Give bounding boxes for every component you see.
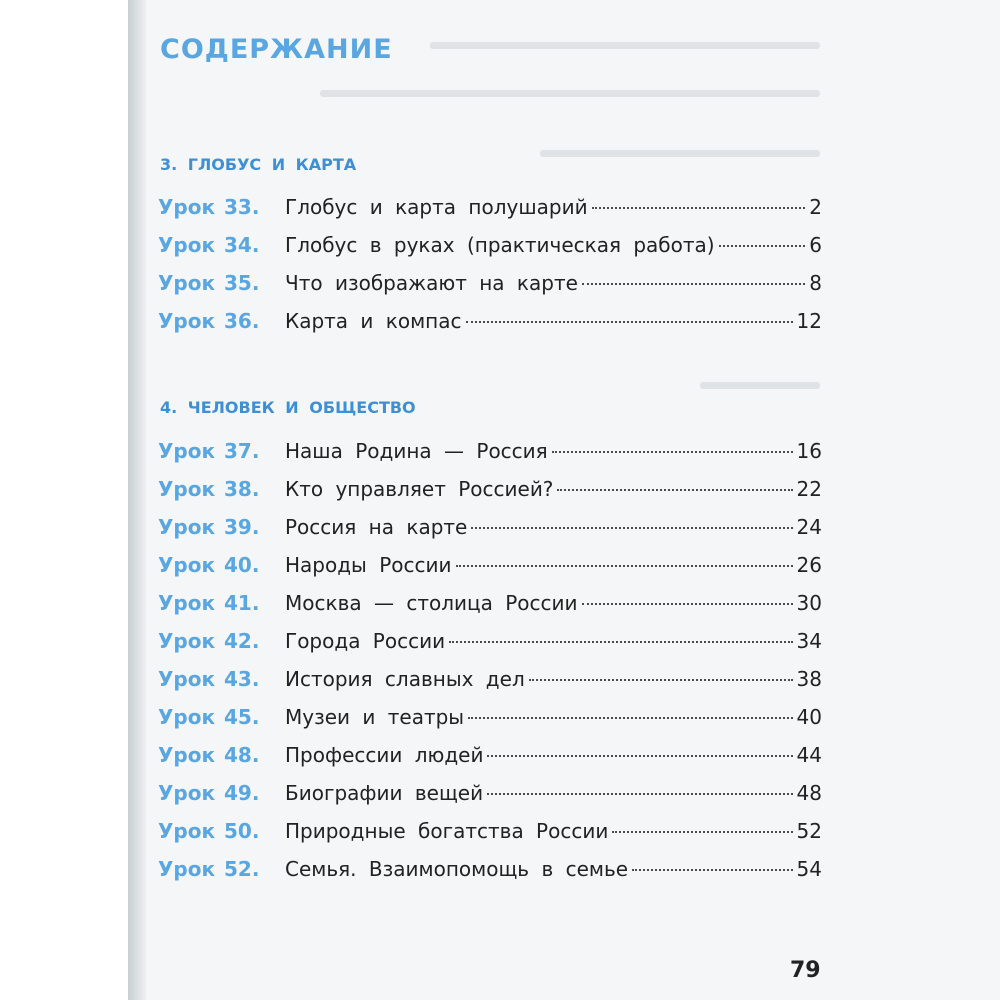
lesson-number: Урок 34. bbox=[158, 233, 260, 257]
toc-entry[interactable] bbox=[158, 743, 822, 773]
lesson-title: Города России bbox=[285, 629, 446, 653]
dot-leader bbox=[529, 679, 793, 681]
lesson-number: Урок 50. bbox=[158, 819, 260, 843]
lesson-title: Наша Родина — Россия bbox=[285, 439, 548, 463]
lesson-title: Природные богатства России bbox=[285, 819, 609, 843]
toc-entry[interactable] bbox=[158, 781, 822, 811]
lesson-number: Урок 52. bbox=[158, 857, 260, 881]
toc-entry[interactable] bbox=[158, 629, 822, 659]
page-reference: 8 bbox=[809, 271, 822, 295]
dot-leader bbox=[612, 831, 792, 833]
page-reference: 24 bbox=[796, 515, 822, 539]
page-reference: 38 bbox=[796, 667, 822, 691]
page-reference: 52 bbox=[796, 819, 822, 843]
lesson-title: Кто управляет Россией? bbox=[285, 477, 554, 501]
lesson-title: Глобус и карта полушарий bbox=[285, 195, 588, 219]
page-reference: 2 bbox=[809, 195, 822, 219]
dot-leader bbox=[557, 489, 792, 491]
toc-entry[interactable] bbox=[158, 857, 822, 887]
lesson-title: Что изображают на карте bbox=[285, 271, 578, 295]
toc-entry[interactable] bbox=[158, 477, 822, 507]
dot-leader bbox=[552, 451, 793, 453]
dot-leader bbox=[456, 565, 793, 567]
dot-leader bbox=[468, 717, 792, 719]
lesson-number: Урок 36. bbox=[158, 309, 260, 333]
lesson-number: Урок 43. bbox=[158, 667, 260, 691]
page-reference: 6 bbox=[809, 233, 822, 257]
page-reference: 22 bbox=[796, 477, 822, 501]
toc-entry[interactable] bbox=[158, 553, 822, 583]
section-title-globe-and-map: 3. ГЛОБУС И КАРТА bbox=[160, 155, 357, 174]
page-reference: 12 bbox=[796, 309, 822, 333]
toc-entry[interactable] bbox=[158, 819, 822, 849]
lesson-number: Урок 48. bbox=[158, 743, 260, 767]
show-through-line bbox=[700, 382, 820, 389]
lesson-title: Народы России bbox=[285, 553, 452, 577]
dot-leader bbox=[582, 603, 793, 605]
dot-leader bbox=[487, 755, 792, 757]
lesson-title: Музеи и театры bbox=[285, 705, 465, 729]
page-reference: 40 bbox=[796, 705, 822, 729]
page-reference: 26 bbox=[796, 553, 822, 577]
page-reference: 54 bbox=[796, 857, 822, 881]
page-reference: 30 bbox=[796, 591, 822, 615]
dot-leader bbox=[592, 207, 806, 209]
dot-leader bbox=[719, 245, 806, 247]
lesson-number: Урок 35. bbox=[158, 271, 260, 295]
lesson-number: Урок 42. bbox=[158, 629, 260, 653]
page-reference: 48 bbox=[796, 781, 822, 805]
lesson-title: Профессии людей bbox=[285, 743, 484, 767]
page-spine-shadow bbox=[128, 0, 146, 1000]
lesson-title: Карта и компас bbox=[285, 309, 462, 333]
page-number: 79 bbox=[790, 958, 821, 983]
toc-entry[interactable] bbox=[158, 705, 822, 735]
page-reference: 34 bbox=[796, 629, 822, 653]
page-reference: 16 bbox=[796, 439, 822, 463]
lesson-title: Глобус в руках (практическая работа) bbox=[285, 233, 715, 257]
dot-leader bbox=[582, 283, 805, 285]
toc-entry[interactable] bbox=[158, 233, 822, 263]
lesson-number: Урок 33. bbox=[158, 195, 260, 219]
lesson-title: История славных дел bbox=[285, 667, 525, 691]
dot-leader bbox=[487, 793, 792, 795]
toc-entry[interactable] bbox=[158, 195, 822, 225]
toc-entry[interactable] bbox=[158, 591, 822, 621]
dot-leader bbox=[449, 641, 792, 643]
lesson-title: Биографии вещей bbox=[285, 781, 484, 805]
toc-entry[interactable] bbox=[158, 439, 822, 469]
dot-leader bbox=[632, 869, 792, 871]
lesson-number: Урок 39. bbox=[158, 515, 260, 539]
show-through-line bbox=[540, 150, 820, 157]
lesson-title: Россия на карте bbox=[285, 515, 468, 539]
lesson-title: Москва — столица России bbox=[285, 591, 578, 615]
lesson-number: Урок 45. bbox=[158, 705, 260, 729]
dot-leader bbox=[466, 321, 793, 323]
toc-entry[interactable] bbox=[158, 515, 822, 545]
toc-entry[interactable] bbox=[158, 667, 822, 697]
toc-entry[interactable] bbox=[158, 309, 822, 339]
section-title-human-and-society: 4. ЧЕЛОВЕК И ОБЩЕСТВО bbox=[160, 398, 416, 417]
lesson-number: Урок 49. bbox=[158, 781, 260, 805]
lesson-number: Урок 40. bbox=[158, 553, 260, 577]
show-through-line bbox=[430, 42, 820, 49]
lesson-number: Урок 38. bbox=[158, 477, 260, 501]
dot-leader bbox=[471, 527, 792, 529]
page-reference: 44 bbox=[796, 743, 822, 767]
show-through-line bbox=[320, 90, 820, 97]
page-title: СОДЕРЖАНИЕ bbox=[160, 34, 393, 65]
toc-entry[interactable] bbox=[158, 271, 822, 301]
lesson-number: Урок 37. bbox=[158, 439, 260, 463]
lesson-title: Семья. Взаимопомощь в семье bbox=[285, 857, 629, 881]
lesson-number: Урок 41. bbox=[158, 591, 260, 615]
